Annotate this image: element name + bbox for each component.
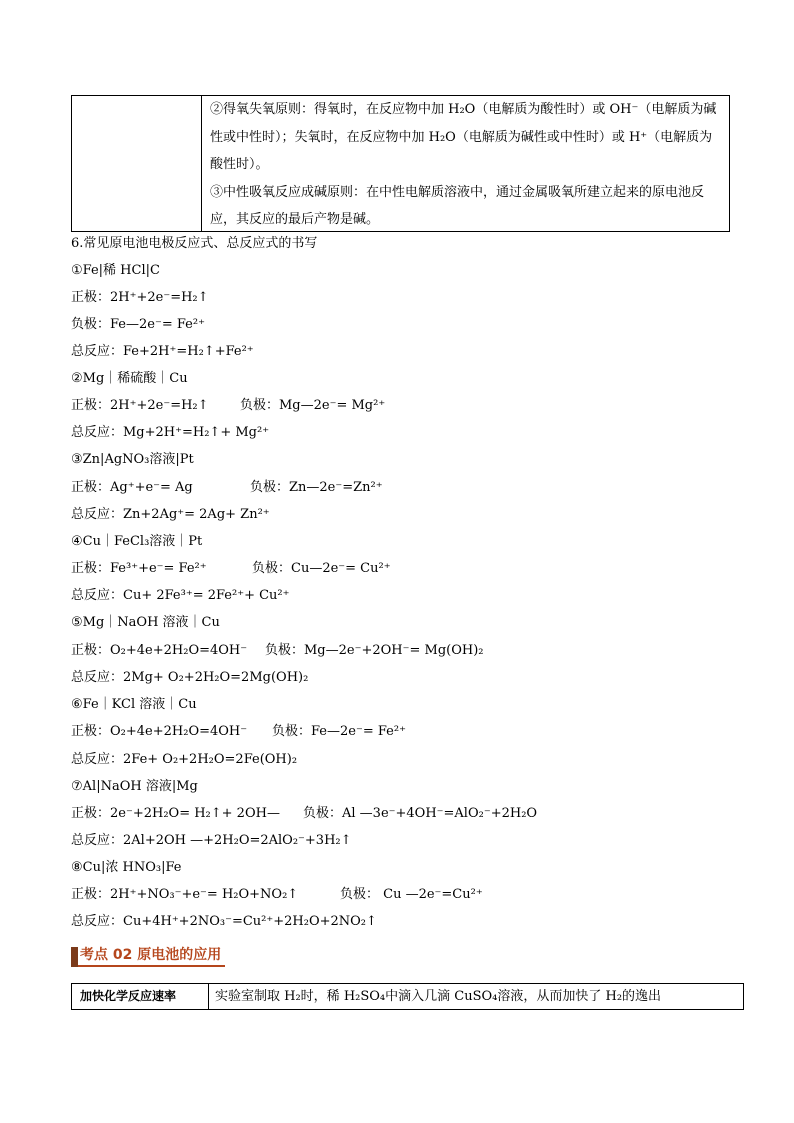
cell2-title: ②Mg｜稀硫酸｜Cu: [71, 371, 188, 386]
cell5-positive: 正极：O₂+4e+2H₂O=4OH⁻: [71, 643, 248, 658]
cell3-positive: 正极：Ag⁺+e⁻= Ag: [71, 480, 193, 495]
heading-bar: [71, 947, 78, 967]
cell1-total: 总反应：Fe+2H⁺=H₂↑+Fe²⁺: [71, 344, 254, 359]
cell4-positive: 正极：Fe³⁺+e⁻= Fe²⁺: [71, 561, 207, 576]
cell5-total: 总反应：2Mg+ O₂+2H₂O=2Mg(OH)₂: [71, 670, 309, 685]
cell1-positive: 正极：2H⁺+2e⁻=H₂↑: [71, 290, 209, 305]
heading-number: 02: [112, 947, 133, 963]
cell3-total: 总反应：Zn+2Ag⁺= 2Ag+ Zn²⁺: [71, 507, 270, 522]
rules-table: [71, 95, 730, 232]
rules-cell: [210, 96, 723, 234]
cell6-total: 总反应：2Fe+ O₂+2H₂O=2Fe(OH)₂: [71, 752, 298, 767]
cell2-negative: 负极：Mg—2e⁻= Mg²⁺: [240, 398, 386, 413]
rule-oxygen-gain-loss: ②得氧失氧原则：得氧时，在反应物中加 H₂O（电解质为酸性时）或 OH⁻（电解质为碱性或中性时）；失氧时，在反应物中加 H₂O（电解质为碱性或中性时）或 H⁺（电解质为酸性时）。: [210, 102, 717, 172]
cell4-negative: 负极：Cu—2e⁻= Cu²⁺: [252, 561, 391, 576]
cell7-title: ⑦Al|NaOH 溶液|Mg: [71, 779, 198, 794]
cell8-positive: 正极：2H⁺+NO₃⁻+e⁻= H₂O+NO₂↑: [71, 887, 299, 902]
cell2-total: 总反应：Mg+2H⁺=H₂↑+ Mg²⁺: [71, 425, 270, 440]
cell6-positive: 正极：O₂+4e+2H₂O=4OH⁻: [71, 724, 248, 739]
cell4-total: 总反应：Cu+ 2Fe³⁺= 2Fe²⁺+ Cu²⁺: [71, 588, 290, 603]
heading-text: [78, 945, 225, 967]
application-label: 加快化学反应速率: [72, 984, 209, 1009]
table-divider: [201, 96, 202, 231]
section-heading: [71, 945, 225, 967]
cell3-title: ③Zn|AgNO₃溶液|Pt: [71, 452, 194, 467]
cell8-total: 总反应：Cu+4H⁺+2NO₃⁻=Cu²⁺+2H₂O+2NO₂↑: [71, 914, 377, 929]
cell4-title: ④Cu｜FeCl₃溶液｜Pt: [71, 534, 203, 549]
cell6-negative: 负极：Fe—2e⁻= Fe²⁺: [272, 724, 406, 739]
cell1-negative: 负极：Fe—2e⁻= Fe²⁺: [71, 317, 205, 332]
heading-label: 考点: [80, 947, 108, 963]
section6-title: 6.常见原电池电极反应式、总反应式的书写: [71, 236, 318, 251]
cell8-negative: 负极： Cu —2e⁻=Cu²⁺: [340, 887, 483, 902]
cell7-total: 总反应：2Al+2OH —+2H₂O=2AlO₂⁻+3H₂↑: [71, 833, 352, 848]
application-description: 实验室制取 H₂时，稀 H₂SO₄中滴入几滴 CuSO₄溶液，从而加快了 H₂的逸出: [215, 989, 662, 1004]
cell7-negative: 负极：Al —3e⁻+4OH⁻=AlO₂⁻+2H₂O: [303, 806, 538, 821]
cell1-title: ①Fe|稀 HCl|C: [71, 263, 160, 278]
heading-title: 原电池的应用: [137, 947, 222, 963]
cell6-title: ⑥Fe｜KCl 溶液｜Cu: [71, 697, 197, 712]
cell5-negative: 负极：Mg—2e⁻+2OH⁻= Mg(OH)₂: [265, 643, 484, 658]
application-table: [71, 983, 744, 1010]
cell2-positive: 正极：2H⁺+2e⁻=H₂↑: [71, 398, 209, 413]
cell7-positive: 正极：2e⁻+2H₂O= H₂↑+ 2OH—: [71, 806, 280, 821]
cell3-negative: 负极：Zn—2e⁻=Zn²⁺: [250, 480, 383, 495]
cell8-title: ⑧Cu|浓 HNO₃|Fe: [71, 860, 182, 875]
cell5-title: ⑤Mg｜NaOH 溶液｜Cu: [71, 615, 220, 630]
rule-neutral-oxygen-absorption: ③中性吸氧反应成碱原则：在中性电解质溶液中，通过金属吸氧所建立起来的原电池反应，其反应的最后产物是碱。: [210, 184, 705, 227]
